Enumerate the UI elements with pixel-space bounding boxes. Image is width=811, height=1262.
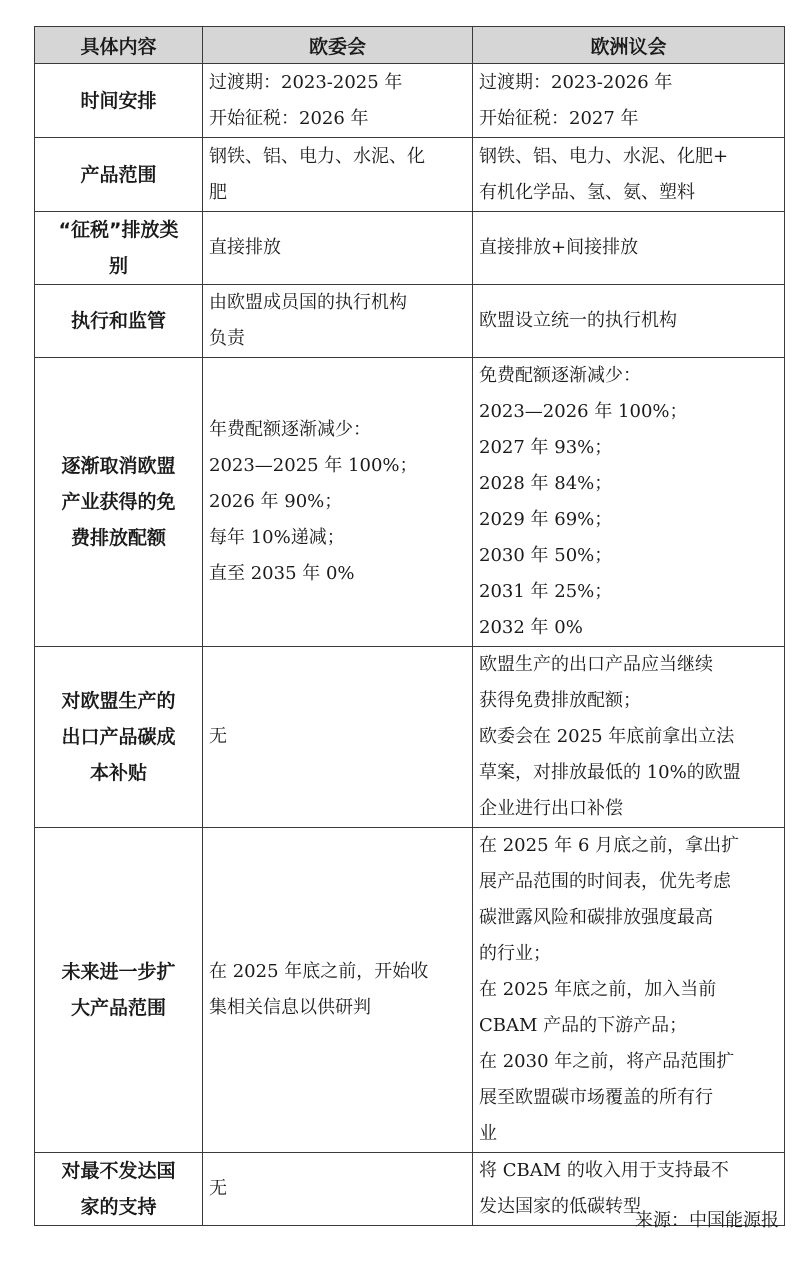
cell-line: 欧盟生产的出口产品应当继续: [479, 654, 713, 675]
cell-line: 执行和监管: [70, 310, 166, 332]
cell-line: 每年 10%递减；: [209, 527, 345, 548]
cell-line: 未来进一步扩: [61, 961, 176, 983]
header-parliament: 欧洲议会: [473, 27, 785, 64]
cell-line: 的行业；: [479, 943, 551, 964]
parliament-cell: [473, 138, 785, 212]
parliament-cell: [473, 64, 785, 138]
cell-line: 有机化学品、氢、氨、塑料: [479, 181, 695, 203]
cell-line: 免费配额逐渐减少：: [479, 365, 641, 386]
cell-line: 无: [209, 1178, 227, 1199]
commission-cell: [203, 64, 473, 138]
table-row: [35, 285, 785, 358]
document: [34, 26, 784, 1226]
cell-line: 集相关信息以供研判: [209, 997, 371, 1018]
row-label: [35, 1153, 203, 1226]
cell-line: 肥: [209, 181, 227, 203]
cell-line: 逐渐取消欧盟: [61, 455, 176, 477]
cell-line: 产品范围: [80, 163, 157, 186]
cell-line: 展至欧盟碳市场覆盖的所有行: [479, 1087, 713, 1108]
commission-cell: [203, 647, 473, 828]
comparison-table: [34, 26, 785, 1226]
row-label: [35, 64, 203, 138]
cell-line: 企业进行出口补偿: [479, 798, 623, 819]
cell-line: 直接排放+间接排放: [479, 237, 639, 258]
parliament-cell: [473, 212, 785, 285]
cell-line: 家的支持: [80, 1196, 157, 1218]
cell-line: 年费配额逐渐减少：: [209, 419, 371, 440]
parliament-cell: [473, 285, 785, 358]
cell-line: 负责: [209, 328, 245, 349]
row-label: [35, 647, 203, 828]
parliament-cell: [473, 828, 785, 1153]
cell-line: 2026 年 90%；: [209, 491, 343, 512]
cell-line: 在 2025 年底之前，加入当前: [479, 979, 717, 1000]
cell-line: 大产品范围: [70, 997, 166, 1019]
cell-line: 开始征税：2026 年: [209, 107, 369, 129]
header-content: 具体内容: [35, 27, 203, 64]
commission-cell: [203, 358, 473, 647]
cell-line: 别: [108, 255, 128, 277]
cell-line: 草案，对排放最低的 10%的欧盟: [479, 762, 741, 783]
cell-line: 在 2030 年之前，将产品范围扩: [479, 1051, 735, 1072]
table-row: [35, 64, 785, 138]
commission-cell: [203, 828, 473, 1153]
commission-cell: [203, 1153, 473, 1226]
row-label: [35, 138, 203, 212]
cell-line: 在 2025 年底之前，开始收: [209, 961, 429, 982]
cell-line: 2023—2025 年 100%；: [209, 455, 418, 476]
cell-line: 将 CBAM 的收入用于支持最不: [479, 1160, 729, 1181]
table-row: [35, 138, 785, 212]
cell-line: 直至 2035 年 0%: [209, 563, 355, 584]
table-row: [35, 358, 785, 647]
cell-line: 2031 年 25%；: [479, 581, 613, 602]
cell-line: 获得免费排放配额；: [479, 690, 641, 711]
cell-line: 本补贴: [89, 762, 147, 784]
cell-line: 由欧盟成员国的执行机构: [209, 292, 407, 313]
cell-line: 过渡期：2023-2025 年: [209, 71, 403, 93]
row-label: [35, 828, 203, 1153]
header-row: [35, 27, 785, 64]
cell-line: 产业获得的免: [61, 491, 176, 513]
commission-cell: [203, 285, 473, 358]
cell-line: 钢铁、铝、电力、水泥、化: [209, 145, 425, 167]
commission-cell: [203, 138, 473, 212]
cell-line: 发达国家的低碳转型: [479, 1196, 641, 1217]
cell-line: 在 2025 年 6 月底之前，拿出扩: [479, 835, 740, 856]
cell-line: CBAM 产品的下游产品；: [479, 1015, 688, 1036]
cell-line: 无: [209, 726, 227, 747]
table-row: [35, 212, 785, 285]
header-commission: 欧委会: [203, 27, 473, 64]
table-row: [35, 828, 785, 1153]
cell-line: 过渡期：2023-2026 年: [479, 71, 673, 93]
parliament-cell: [473, 358, 785, 647]
cell-line: 开始征税：2027 年: [479, 107, 639, 129]
cell-line: 碳泄露风险和碳排放强度最高: [479, 907, 713, 928]
cell-line: 对欧盟生产的: [61, 690, 176, 712]
cell-line: 展产品范围的时间表，优先考虑: [479, 871, 731, 892]
cell-line: “征税”排放类: [58, 219, 179, 241]
table-body: [35, 64, 785, 1226]
commission-cell: [203, 212, 473, 285]
row-label: [35, 358, 203, 647]
cell-line: 费排放配额: [70, 527, 166, 549]
cell-line: 2023—2026 年 100%；: [479, 401, 688, 422]
cell-line: 2028 年 84%；: [479, 473, 613, 494]
cell-line: 业: [479, 1123, 497, 1144]
table-row: [35, 647, 785, 828]
cell-line: 钢铁、铝、电力、水泥、化肥+: [479, 145, 729, 167]
row-label: [35, 212, 203, 285]
source-note: 来源：中国能源报: [635, 1210, 779, 1231]
parliament-cell: [473, 647, 785, 828]
cell-line: 2030 年 50%；: [479, 545, 613, 566]
row-label: [35, 285, 203, 358]
cell-line: 欧盟设立统一的执行机构: [479, 310, 677, 331]
cell-line: 2027 年 93%；: [479, 437, 613, 458]
cell-line: 对最不发达国: [61, 1160, 176, 1182]
cell-line: 直接排放: [209, 237, 281, 258]
cell-line: 欧委会在 2025 年底前拿出立法: [479, 726, 735, 747]
cell-line: 时间安排: [80, 89, 157, 112]
cell-line: 2032 年 0%: [479, 617, 583, 638]
cell-line: 出口产品碳成: [61, 726, 176, 748]
cell-line: 2029 年 69%；: [479, 509, 613, 530]
